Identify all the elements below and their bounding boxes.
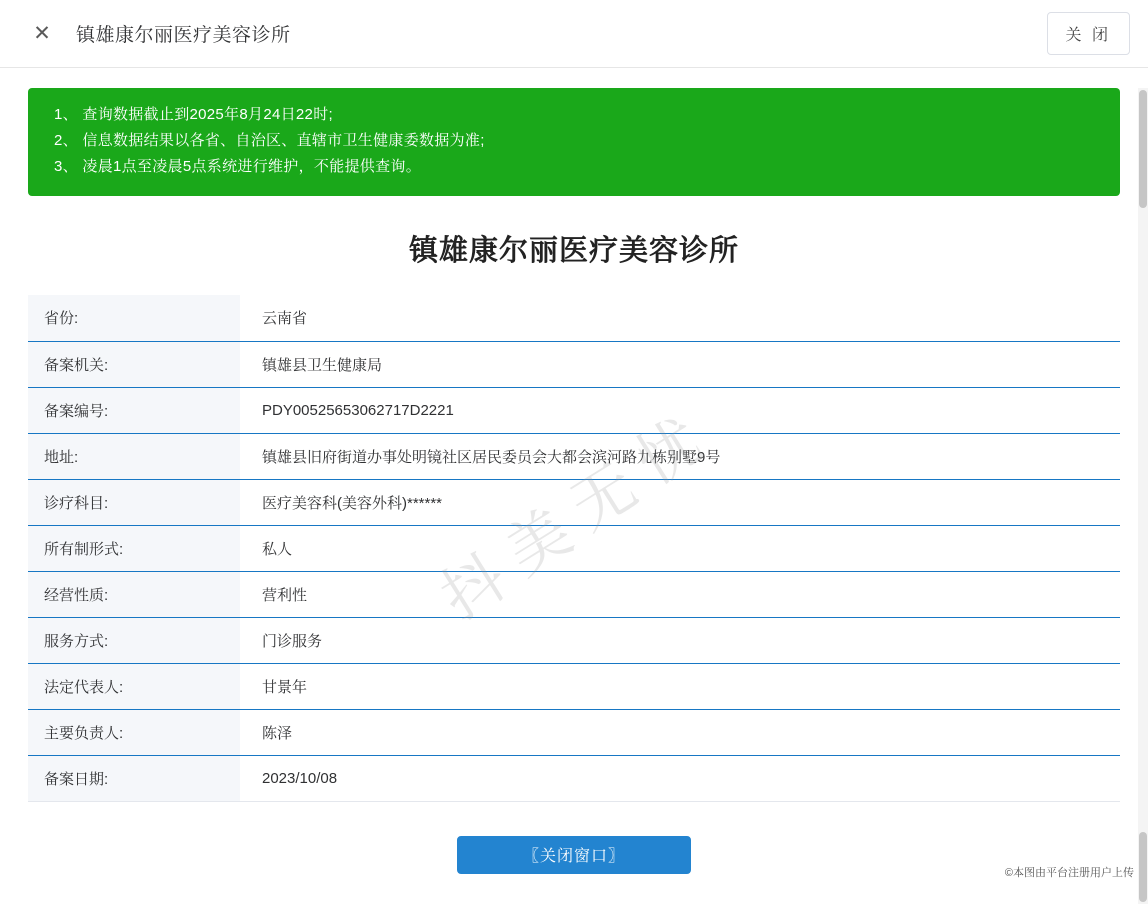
scrollbar-thumb-top[interactable]: [1139, 90, 1147, 208]
row-value: 医疗美容科(美容外科)******: [240, 479, 1120, 525]
watermark-char: 抖: [430, 542, 519, 634]
vertical-scrollbar[interactable]: [1138, 88, 1148, 904]
table-row: [28, 755, 1120, 801]
table-row: [28, 433, 1120, 479]
close-button[interactable]: 关 闭: [1047, 12, 1130, 55]
row-value: 私人: [240, 525, 1120, 571]
row-value: 镇雄县旧府街道办事处明镜社区居民委员会大都会滨河路九栋别墅9号: [240, 433, 1120, 479]
table-row: [28, 387, 1120, 433]
table-row: [28, 479, 1120, 525]
row-label: 备案编号:: [28, 387, 240, 433]
close-window-button[interactable]: 〖关闭窗口〗: [457, 836, 691, 874]
table-row: [28, 663, 1120, 709]
watermark-char: 忧: [625, 407, 714, 499]
watermark-char: 美: [495, 497, 584, 589]
table-row: [28, 295, 1120, 341]
row-value: 门诊服务: [240, 617, 1120, 663]
row-label: 主要负责人:: [28, 709, 240, 755]
watermark-char: 无: [560, 452, 649, 544]
row-value: PDY00525653062717D2221: [240, 387, 1120, 433]
notice-banner: [28, 88, 1120, 196]
row-label: 备案日期:: [28, 755, 240, 801]
row-value: 2023/10/08: [240, 755, 1120, 801]
table-row: [28, 709, 1120, 755]
table-row: [28, 617, 1120, 663]
notice-line-3: 3、 凌晨1点至凌晨5点系统进行维护，不能提供查询。: [54, 158, 421, 175]
page-content: [0, 88, 1148, 904]
scrollbar-thumb-bottom[interactable]: [1139, 832, 1147, 902]
row-label: 经营性质:: [28, 571, 240, 617]
table-row: [28, 341, 1120, 387]
row-value: 营利性: [240, 571, 1120, 617]
row-label: 诊疗科目:: [28, 479, 240, 525]
row-value: 陈泽: [240, 709, 1120, 755]
notice-line-1: 1、 查询数据截止到2025年8月24日22时;: [54, 106, 333, 123]
close-icon[interactable]: ✕: [33, 22, 51, 45]
row-label: 省份:: [28, 295, 240, 341]
footer-actions: [28, 836, 1120, 874]
row-label: 法定代表人:: [28, 663, 240, 709]
row-label: 地址:: [28, 433, 240, 479]
row-label: 备案机关:: [28, 341, 240, 387]
row-value: 镇雄县卫生健康局: [240, 341, 1120, 387]
row-label: 服务方式:: [28, 617, 240, 663]
window-title: 镇雄康尔丽医疗美容诊所: [76, 25, 291, 46]
table-row: [28, 525, 1120, 571]
table-row: [28, 571, 1120, 617]
row-value: 云南省: [240, 295, 1120, 341]
notice-line-2: 2、 信息数据结果以各省、自治区、直辖市卫生健康委数据为准;: [54, 132, 485, 149]
page-title: 镇雄康尔丽医疗美容诊所: [408, 235, 739, 267]
upload-credit-note: ©本图由平台注册用户上传: [1004, 867, 1134, 879]
row-value: 甘景年: [240, 663, 1120, 709]
row-label: 所有制形式:: [28, 525, 240, 571]
clinic-info-table: [28, 295, 1120, 802]
window-titlebar: [0, 0, 1148, 68]
